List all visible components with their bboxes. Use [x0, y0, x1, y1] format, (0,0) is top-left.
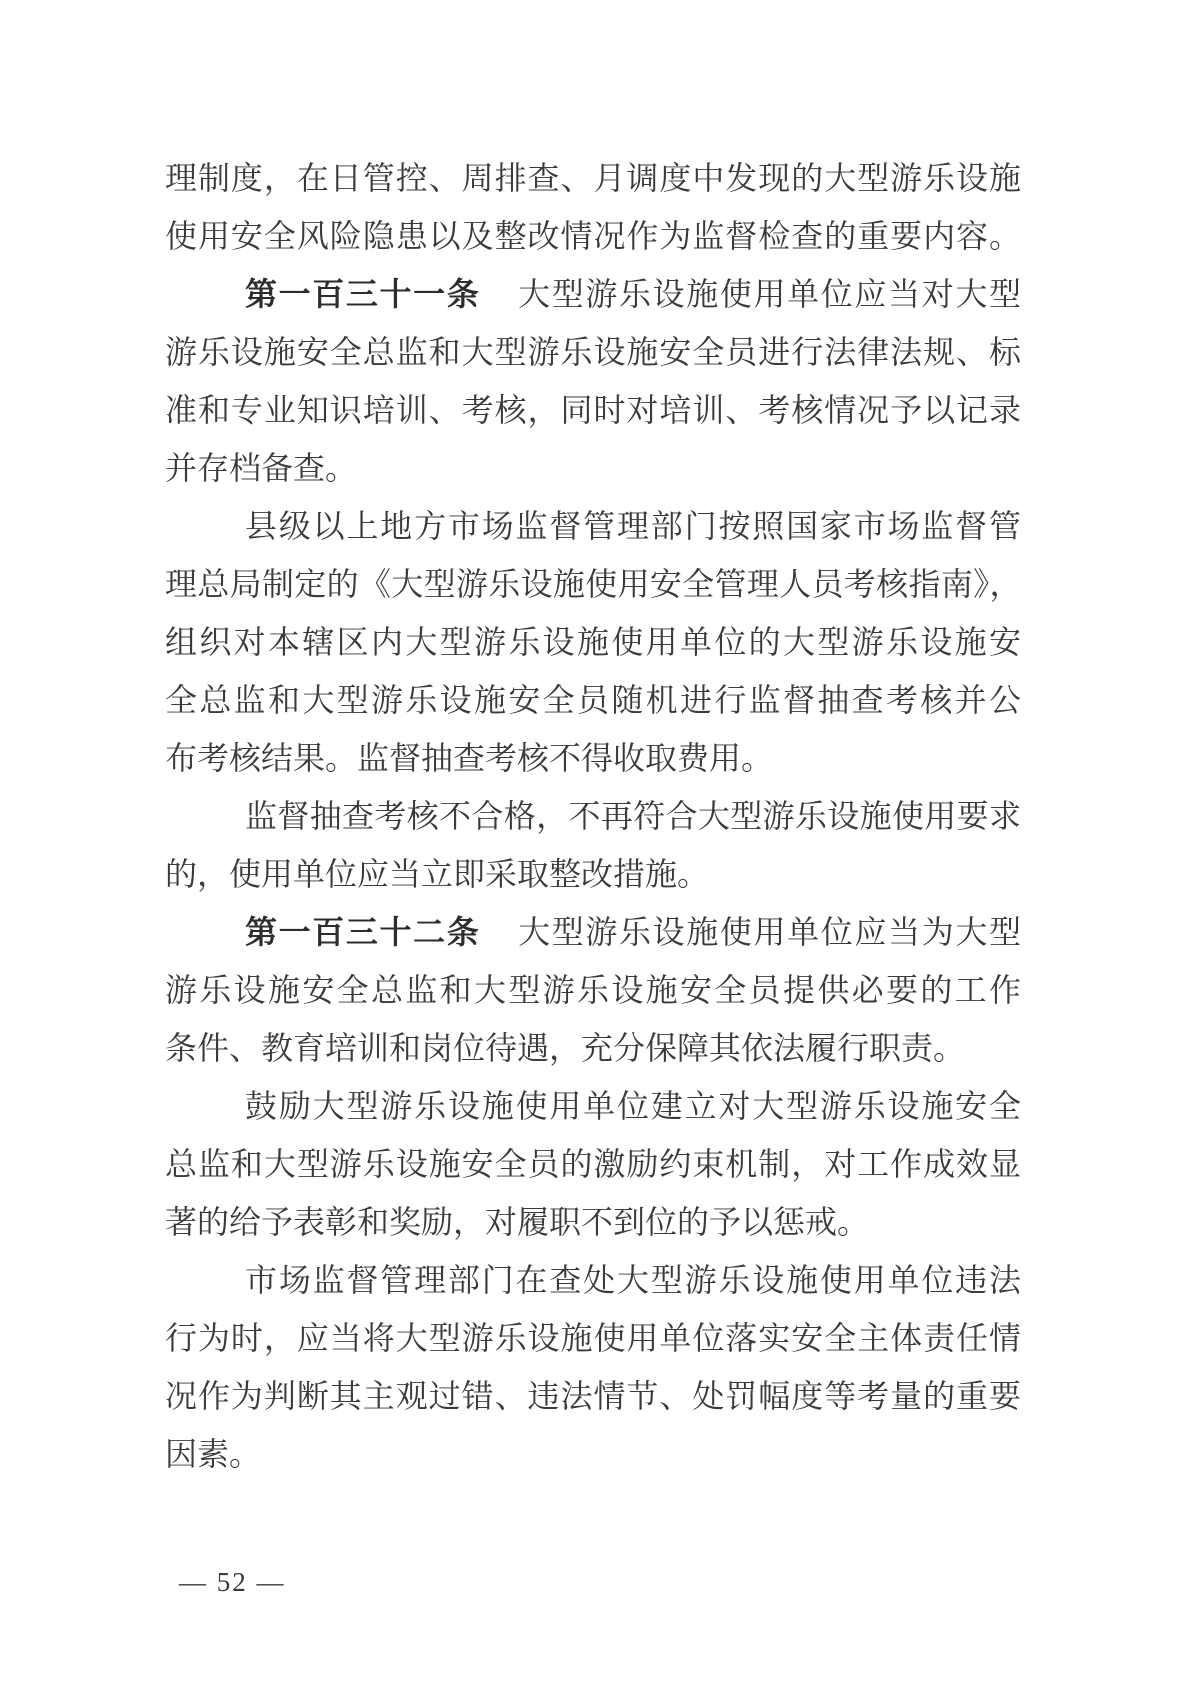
text-line — [165, 1193, 1021, 1251]
text-line — [165, 1425, 1021, 1483]
text-line — [165, 1135, 1021, 1193]
line-text: 县级以上地方市场监督管理部门按照国家市场监督管 — [245, 508, 1021, 544]
page-number: — 52 — — [179, 1567, 286, 1597]
line-text: 准和专业知识培训、考核，同时对培训、考核情况予以记录 — [165, 392, 1021, 428]
text-line — [165, 729, 1021, 787]
line-text: 监督抽查考核不合格，不再符合大型游乐设施使用要求 — [245, 798, 1021, 834]
line-text: 理制度，在日管控、周排查、月调度中发现的大型游乐设施 — [165, 160, 1021, 196]
text-line — [165, 787, 1021, 845]
text-line — [165, 439, 1021, 497]
text-line — [165, 1077, 1021, 1135]
text-line — [165, 1019, 1021, 1077]
text-line — [165, 497, 1021, 555]
text-line — [165, 961, 1021, 1019]
line-text: 并存档备查。 — [165, 450, 358, 486]
text-line-article-start — [165, 265, 1021, 323]
document-body — [165, 149, 1021, 1483]
line-text: 总监和大型游乐设施安全员的激励约束机制，对工作成效显 — [165, 1146, 1021, 1182]
text-line — [165, 671, 1021, 729]
text-line — [165, 1367, 1021, 1425]
line-text: 布考核结果。监督抽查考核不得收取费用。 — [165, 740, 774, 776]
line-text: 全总监和大型游乐设施安全员随机进行监督抽查考核并公 — [165, 682, 1021, 718]
text-line — [165, 845, 1021, 903]
article-number: 第一百三十二条 — [245, 914, 481, 950]
article-number: 第一百三十一条 — [245, 276, 481, 312]
text-line — [165, 207, 1021, 265]
line-text: 游乐设施安全总监和大型游乐设施安全员提供必要的工作 — [165, 972, 1021, 1008]
text-line — [165, 1309, 1021, 1367]
text-line — [165, 381, 1021, 439]
text-line — [165, 613, 1021, 671]
line-text: 况作为判断其主观过错、违法情节、处罚幅度等考量的重要 — [165, 1378, 1021, 1414]
line-text: 使用安全风险隐患以及整改情况作为监督检查的重要内容。 — [165, 218, 1021, 254]
line-text: 因素。 — [165, 1436, 262, 1472]
text-line-article-start — [165, 903, 1021, 961]
text-line — [165, 1251, 1021, 1309]
line-text: 鼓励大型游乐设施使用单位建立对大型游乐设施安全 — [245, 1088, 1021, 1124]
line-text: 大型游乐设施使用单位应当对大型 — [516, 276, 1021, 312]
line-text: 的，使用单位应当立即采取整改措施。 — [165, 856, 710, 892]
line-text: 市场监督管理部门在查处大型游乐设施使用单位违法 — [245, 1262, 1021, 1298]
line-text: 条件、教育培训和岗位待遇，充分保障其依法履行职责。 — [165, 1030, 966, 1066]
text-line — [165, 149, 1021, 207]
line-text: 组织对本辖区内大型游乐设施使用单位的大型游乐设施安 — [165, 624, 1021, 660]
line-text: 著的给予表彰和奖励，对履职不到位的予以惩戒。 — [165, 1204, 870, 1240]
line-text: 理总局制定的《大型游乐设施使用安全管理人员考核指南》， — [165, 566, 1021, 602]
text-line — [165, 323, 1021, 381]
text-line — [165, 555, 1021, 613]
line-text: 行为时，应当将大型游乐设施使用单位落实安全主体责任情 — [165, 1320, 1021, 1356]
line-text: 游乐设施安全总监和大型游乐设施安全员进行法律法规、标 — [165, 334, 1021, 370]
line-text: 大型游乐设施使用单位应当为大型 — [516, 914, 1021, 950]
